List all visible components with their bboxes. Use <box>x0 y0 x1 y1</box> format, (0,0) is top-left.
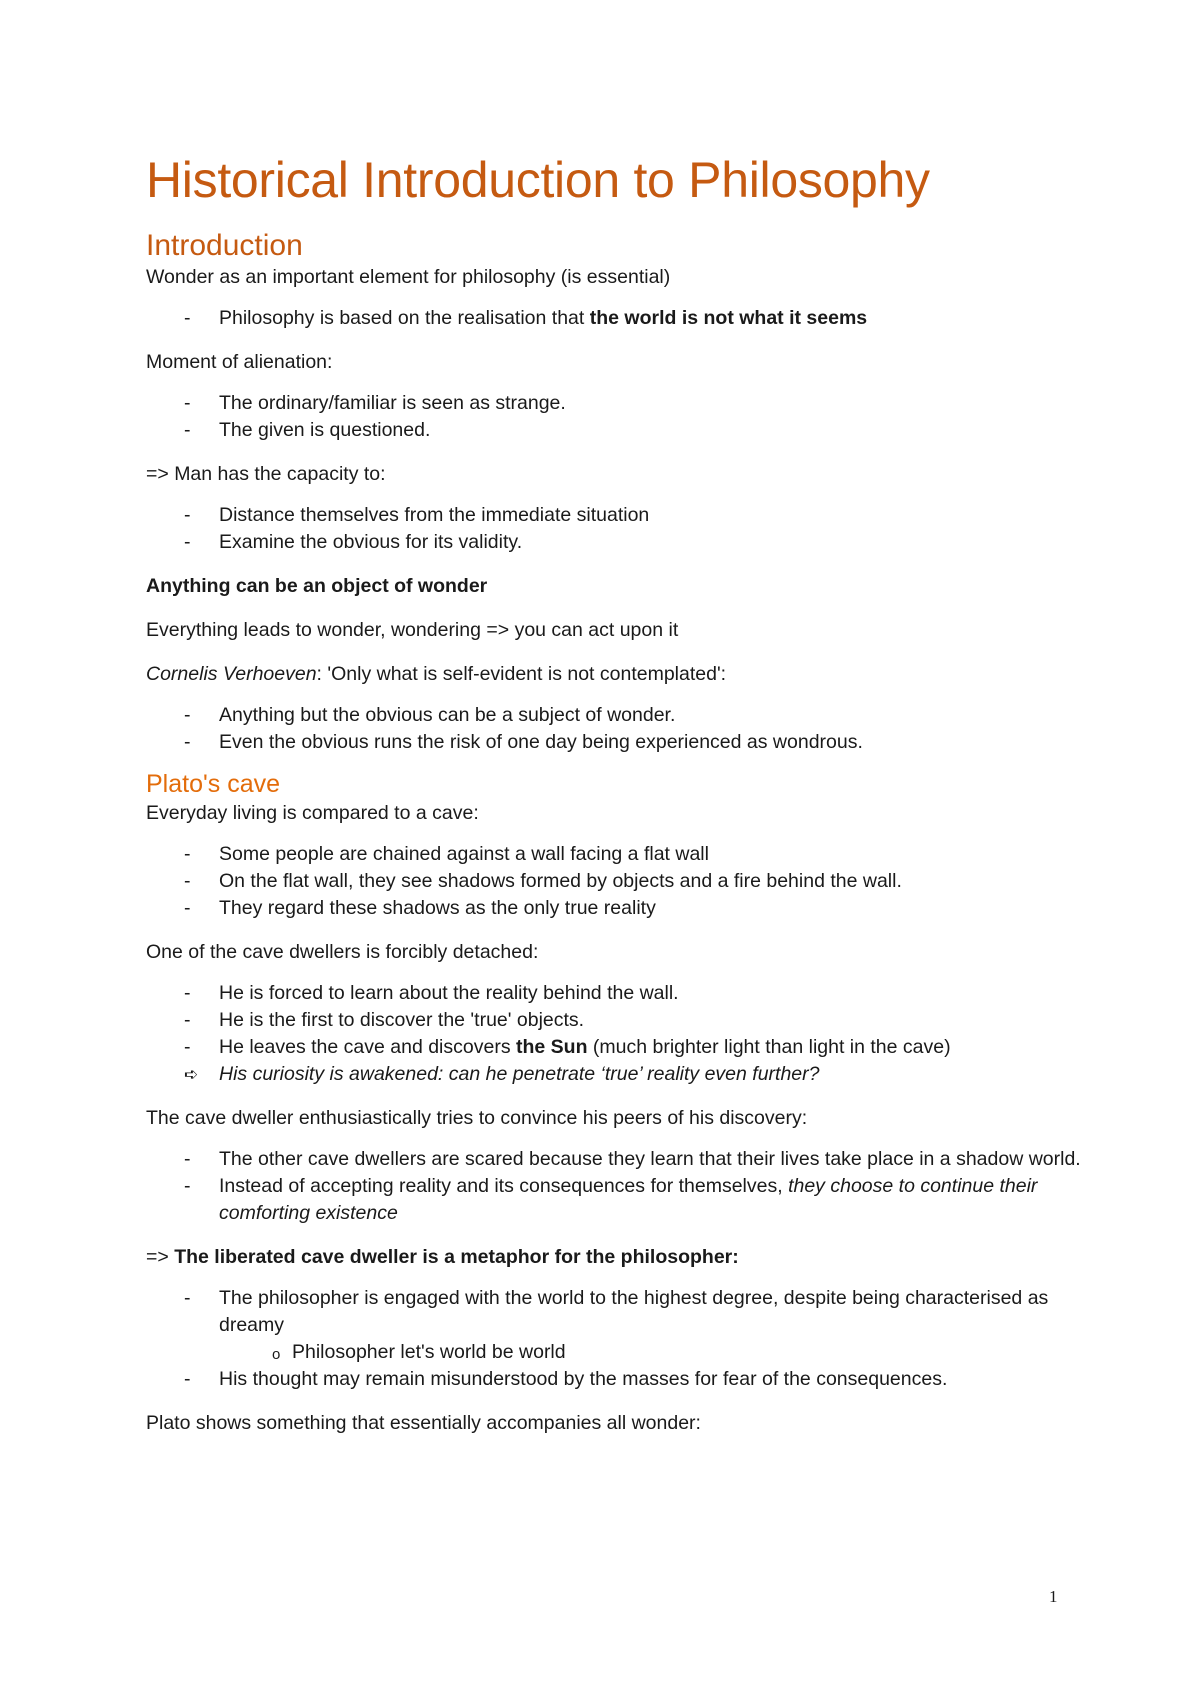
list-item-text: Distance themselves from the immediate situation <box>219 504 650 526</box>
list-item-text: On the flat wall, they see shadows formed by objects and a fire behind the wall. <box>219 870 902 892</box>
paragraph-convince: The cave dweller enthusiastically tries to convince his peers of his discovery: <box>146 1107 808 1129</box>
list-item-text: Some people are chained against a wall facing a flat wall <box>219 843 709 865</box>
list-item <box>146 1173 1086 1227</box>
list-item-text: Philosopher let's world be world <box>292 1341 566 1363</box>
section-heading-platos-cave: Plato's cave <box>146 770 281 798</box>
list-item-text: The ordinary/familiar is seen as strange. <box>219 392 566 414</box>
list-item-text: (much brighter light than light in the cave) <box>587 1036 951 1058</box>
list-item <box>146 305 1086 332</box>
section-heading-introduction: Introduction <box>146 229 303 262</box>
list-item-text: Philosophy is based on the realisation that <box>219 307 590 329</box>
italic-text: they choose to continue their comforting existence <box>219 1175 1038 1224</box>
list-item-text: His thought may remain misunderstood by the masses for fear of the consequences. <box>219 1368 948 1390</box>
list-item-text: The other cave dwellers are scared because they learn that their lives take place in a shadow world. <box>219 1148 1081 1170</box>
dash-bullet: - <box>184 1175 191 1197</box>
list-item <box>146 390 1086 417</box>
dash-bullet: - <box>184 1368 191 1390</box>
paragraph-quote <box>146 661 1086 688</box>
dash-bullet: - <box>184 897 191 919</box>
paragraph-liberated <box>146 1244 1086 1271</box>
list-item <box>146 729 1086 756</box>
dash-bullet: - <box>184 1148 191 1170</box>
paragraph-capacity: => Man has the capacity to: <box>146 463 386 485</box>
list-item-text: He is the first to discover the 'true' objects. <box>219 1009 585 1031</box>
dash-bullet: - <box>184 1036 191 1058</box>
list-item-text: Examine the obvious for its validity. <box>219 531 523 553</box>
list-item <box>146 1061 1086 1088</box>
list-item <box>146 1285 1086 1366</box>
list-item-text: Instead of accepting reality and its consequences for themselves, <box>219 1175 789 1197</box>
circle-bullet: o <box>272 1346 281 1363</box>
dash-bullet: - <box>184 870 191 892</box>
list-alienation <box>146 390 1086 444</box>
list-item <box>146 980 1086 1007</box>
dash-bullet: - <box>184 704 191 726</box>
paragraph-wonder: Wonder as an important element for philosophy (is essential) <box>146 266 671 288</box>
list-item <box>146 895 1086 922</box>
list-item <box>146 529 1086 556</box>
list-item-text: His curiosity is awakened: can he penetrate ‘true’ reality even further? <box>219 1063 820 1085</box>
list-item-text: He is forced to learn about the reality behind the wall. <box>219 982 679 1004</box>
list-quote <box>146 702 1086 756</box>
sub-list <box>219 1339 1086 1366</box>
dash-bullet: - <box>184 731 191 753</box>
dash-bullet: - <box>184 504 191 526</box>
list-convince <box>146 1146 1086 1227</box>
dash-bullet: - <box>184 419 191 441</box>
list-cave <box>146 841 1086 922</box>
paragraph-detached: One of the cave dwellers is forcibly detached: <box>146 941 539 963</box>
list-capacity <box>146 502 1086 556</box>
page-content <box>146 148 1086 1454</box>
list-item-text: Anything but the obvious can be a subject of wonder. <box>219 704 676 726</box>
quote-author: Cornelis Verhoeven <box>146 663 317 685</box>
list-item <box>146 502 1086 529</box>
list-philosopher <box>146 1285 1086 1393</box>
paragraph-plato-shows: Plato shows something that essentially accompanies all wonder: <box>146 1412 701 1434</box>
list-detached <box>146 980 1086 1088</box>
list-item-text: The given is questioned. <box>219 419 431 441</box>
bold-text: the Sun <box>516 1036 588 1058</box>
dash-bullet: - <box>184 982 191 1004</box>
paragraph-anything-wonder: Anything can be an object of wonder <box>146 575 488 597</box>
dash-bullet: - <box>184 307 191 329</box>
paragraph-alienation: Moment of alienation: <box>146 351 333 373</box>
list-item <box>146 868 1086 895</box>
dash-bullet: - <box>184 1009 191 1031</box>
paragraph-everything: Everything leads to wonder, wondering => you can act upon it <box>146 619 679 641</box>
quote-text: : 'Only what is self-evident is not contemplated': <box>316 663 727 685</box>
list-item <box>146 841 1086 868</box>
list-item-text: They regard these shadows as the only true reality <box>219 897 656 919</box>
list-item <box>146 417 1086 444</box>
bold-text: the world is not what it seems <box>589 307 868 329</box>
arrow-icon: ➪ <box>184 1065 199 1084</box>
list-item-text: Even the obvious runs the risk of one day being experienced as wondrous. <box>219 731 863 753</box>
dash-bullet: - <box>184 392 191 414</box>
sub-list-item <box>219 1339 1086 1366</box>
list-item <box>146 1366 1086 1393</box>
list-philosophy <box>146 305 1086 332</box>
list-item <box>146 1146 1086 1173</box>
dash-bullet: - <box>184 1287 191 1309</box>
list-item <box>146 1034 1086 1061</box>
arrow-text: => <box>146 1246 175 1268</box>
list-item <box>146 702 1086 729</box>
list-item-text: He leaves the cave and discovers <box>219 1036 516 1058</box>
dash-bullet: - <box>184 843 191 865</box>
dash-bullet: - <box>184 531 191 553</box>
document-title: Historical Introduction to Philosophy <box>146 152 930 208</box>
page-number: 1 <box>1049 1587 1058 1606</box>
list-item <box>146 1007 1086 1034</box>
paragraph-cave-intro: Everyday living is compared to a cave: <box>146 802 479 824</box>
list-item-text: The philosopher is engaged with the world to the highest degree, despite being characterised as dreamy <box>219 1287 1049 1336</box>
bold-text: The liberated cave dweller is a metaphor for the philosopher: <box>174 1246 739 1268</box>
